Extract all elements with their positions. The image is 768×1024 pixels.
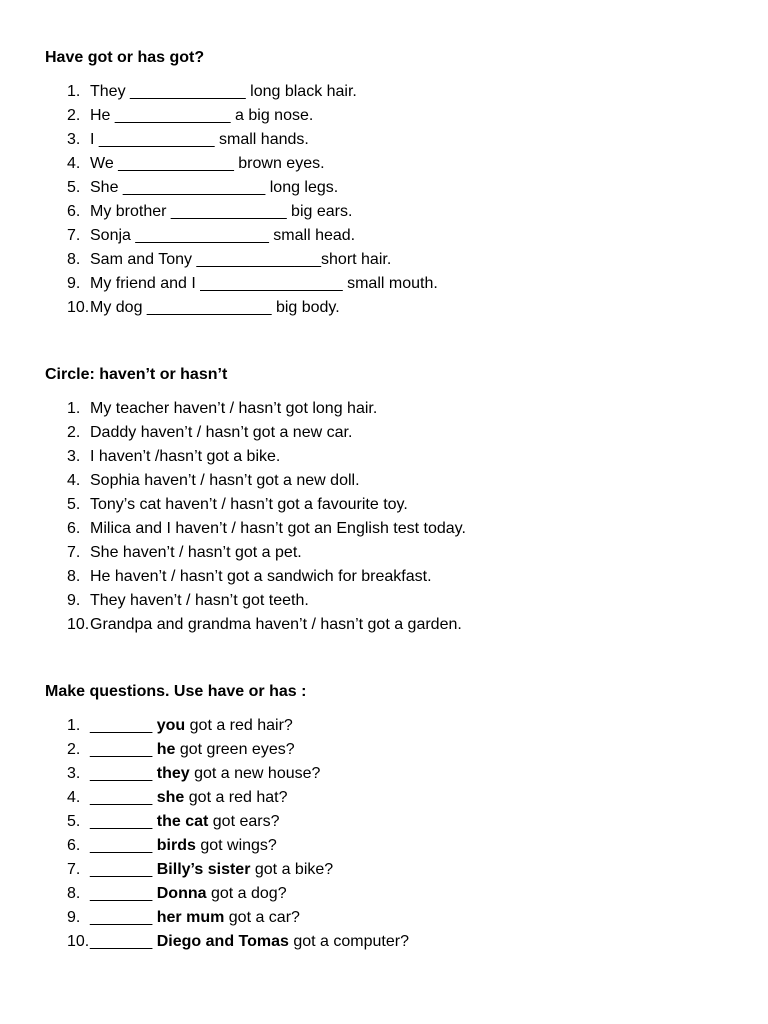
- item-number: 7.: [67, 227, 81, 244]
- list-item: [45, 716, 745, 740]
- answer-blank: _______: [90, 813, 153, 830]
- item-text: [90, 932, 409, 952]
- answer-blank: _______: [90, 789, 153, 806]
- item-text: My brother _____________ big ears.: [90, 203, 353, 220]
- question-subject: they: [156, 765, 190, 782]
- item-number: 1.: [67, 717, 81, 734]
- question-rest: got a red hat?: [184, 789, 288, 806]
- section-make-questions: [45, 682, 745, 956]
- question-rest: got a dog?: [206, 885, 287, 902]
- item-text: She ________________ long legs.: [90, 179, 339, 196]
- item-number: 2.: [67, 424, 81, 441]
- item-text: Milica and I haven’t / hasn’t got an English test today.: [90, 520, 466, 537]
- item-number: 10.: [67, 933, 90, 950]
- item-number: 9.: [67, 909, 81, 926]
- list-item: [45, 154, 745, 178]
- item-number: 1.: [67, 400, 81, 417]
- question-rest: got a bike?: [250, 861, 334, 878]
- item-number: 4.: [67, 472, 81, 489]
- list-item: [45, 274, 745, 298]
- item-number: 5.: [67, 496, 81, 513]
- answer-blank: _______: [90, 837, 153, 854]
- list-item: [45, 884, 745, 908]
- section-circle-havent-hasnt: [45, 365, 745, 639]
- section-have-got-has-got: [45, 48, 745, 322]
- answer-blank: _______: [90, 933, 153, 950]
- list-item: [45, 226, 745, 250]
- item-number: 10.: [67, 616, 90, 633]
- item-number: 6.: [67, 203, 81, 220]
- question-rest: got a computer?: [288, 933, 409, 950]
- section-title: Circle: haven’t or hasn’t: [45, 366, 228, 383]
- list-item: [45, 860, 745, 884]
- question-rest: got green eyes?: [175, 741, 295, 758]
- question-subject: the cat: [156, 813, 209, 830]
- list-item: [45, 130, 745, 154]
- item-number: 2.: [67, 107, 81, 124]
- item-text: Sophia haven’t / hasn’t got a new doll.: [90, 472, 360, 489]
- exercise-list: [45, 399, 745, 639]
- section-title: Make questions. Use have or has :: [45, 683, 307, 700]
- item-number: 5.: [67, 179, 81, 196]
- list-item: [45, 788, 745, 812]
- item-text: She haven’t / hasn’t got a pet.: [90, 544, 302, 561]
- list-item: [45, 178, 745, 202]
- item-text: I _____________ small hands.: [90, 131, 309, 148]
- question-subject: her mum: [156, 909, 225, 926]
- question-subject: Diego and Tomas: [156, 933, 289, 950]
- list-item: [45, 908, 745, 932]
- list-item: [45, 423, 745, 447]
- question-subject: you: [156, 717, 186, 734]
- item-text: [90, 836, 277, 856]
- item-text: Sonja _______________ small head.: [90, 227, 356, 244]
- item-number: 10.: [67, 299, 90, 316]
- item-number: 6.: [67, 837, 81, 854]
- list-item: [45, 932, 745, 956]
- answer-blank: _______: [90, 717, 153, 734]
- item-number: 8.: [67, 251, 81, 268]
- item-number: 2.: [67, 741, 81, 758]
- list-item: [45, 202, 745, 226]
- item-number: 3.: [67, 448, 81, 465]
- list-item: [45, 399, 745, 423]
- list-item: [45, 106, 745, 130]
- item-number: 5.: [67, 813, 81, 830]
- item-text: [90, 788, 288, 808]
- list-item: [45, 740, 745, 764]
- item-text: [90, 740, 295, 760]
- item-text: [90, 908, 300, 928]
- list-item: [45, 519, 745, 543]
- answer-blank: _______: [90, 885, 153, 902]
- item-number: 3.: [67, 131, 81, 148]
- item-text: They _____________ long black hair.: [90, 83, 357, 100]
- list-item: [45, 250, 745, 274]
- answer-blank: _______: [90, 861, 153, 878]
- answer-blank: _______: [90, 909, 153, 926]
- list-item: [45, 764, 745, 788]
- answer-blank: _______: [90, 765, 153, 782]
- list-item: [45, 543, 745, 567]
- question-rest: got wings?: [195, 837, 277, 854]
- item-text: My teacher haven’t / hasn’t got long hair.: [90, 400, 378, 417]
- item-number: 4.: [67, 155, 81, 172]
- list-item: [45, 615, 745, 639]
- item-number: 7.: [67, 544, 81, 561]
- question-subject: he: [156, 741, 176, 758]
- answer-blank: _______: [90, 741, 153, 758]
- list-item: [45, 836, 745, 860]
- item-number: 3.: [67, 765, 81, 782]
- question-rest: got a car?: [224, 909, 300, 926]
- item-text: We _____________ brown eyes.: [90, 155, 325, 172]
- item-text: Grandpa and grandma haven’t / hasn’t got a garden.: [90, 616, 462, 633]
- question-rest: got a new house?: [189, 765, 321, 782]
- item-number: 1.: [67, 83, 81, 100]
- exercise-list: [45, 716, 745, 956]
- item-text: Tony’s cat haven’t / hasn’t got a favourite toy.: [90, 496, 408, 513]
- item-number: 4.: [67, 789, 81, 806]
- item-text: My friend and I ________________ small mouth.: [90, 275, 438, 292]
- section-title: Have got or has got?: [45, 49, 205, 66]
- question-rest: got a red hair?: [185, 717, 293, 734]
- item-number: 9.: [67, 592, 81, 609]
- item-text: He haven’t / hasn’t got a sandwich for breakfast.: [90, 568, 432, 585]
- item-text: They haven’t / hasn’t got teeth.: [90, 592, 309, 609]
- list-item: [45, 471, 745, 495]
- item-text: [90, 764, 320, 784]
- item-text: [90, 860, 333, 880]
- list-item: [45, 567, 745, 591]
- item-text: [90, 812, 279, 832]
- list-item: [45, 298, 745, 322]
- item-number: 8.: [67, 568, 81, 585]
- item-number: 7.: [67, 861, 81, 878]
- exercise-list: [45, 82, 745, 322]
- question-subject: birds: [156, 837, 196, 854]
- list-item: [45, 447, 745, 471]
- list-item: [45, 495, 745, 519]
- item-text: Daddy haven’t / hasn’t got a new car.: [90, 424, 353, 441]
- item-text: He _____________ a big nose.: [90, 107, 314, 124]
- list-item: [45, 591, 745, 615]
- item-text: I haven’t /hasn’t got a bike.: [90, 448, 281, 465]
- question-subject: Donna: [156, 885, 207, 902]
- item-text: My dog ______________ big body.: [90, 299, 340, 316]
- list-item: [45, 812, 745, 836]
- question-subject: Billy’s sister: [156, 861, 251, 878]
- item-number: 8.: [67, 885, 81, 902]
- question-subject: she: [156, 789, 185, 806]
- item-text: [90, 884, 287, 904]
- item-text: [90, 716, 293, 736]
- item-number: 9.: [67, 275, 81, 292]
- item-text: Sam and Tony ______________short hair.: [90, 251, 392, 268]
- item-number: 6.: [67, 520, 81, 537]
- question-rest: got ears?: [208, 813, 280, 830]
- list-item: [45, 82, 745, 106]
